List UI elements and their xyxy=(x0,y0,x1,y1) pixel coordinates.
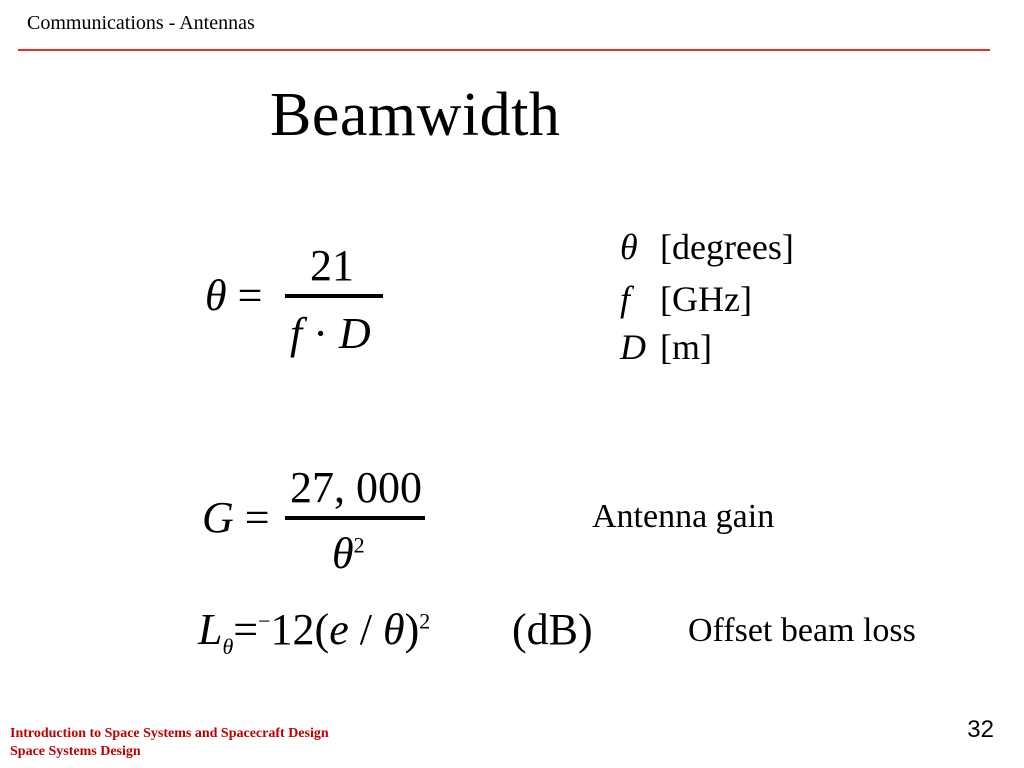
legend-item-theta xyxy=(620,226,794,268)
legend-unit: [m] xyxy=(660,327,712,367)
eq1-equals: = xyxy=(237,271,263,320)
eq1-den-dot: · xyxy=(313,309,328,358)
eq3-close: ) xyxy=(404,605,420,654)
eq3-minus: − xyxy=(258,608,271,634)
eq3-exp: 2 xyxy=(419,608,431,634)
legend-item-d xyxy=(620,326,712,368)
eq1-den-d: D xyxy=(338,309,371,358)
slide-title: Beamwidth xyxy=(270,81,561,149)
eq3-slash: / xyxy=(348,605,383,654)
eq2-denominator xyxy=(332,528,365,579)
eq1-lhs xyxy=(205,270,262,321)
eq1-lhs-var: θ xyxy=(205,271,227,320)
legend-symbol: D xyxy=(620,327,646,367)
footer-course-title: Introduction to Space Systems and Spacecraft Design xyxy=(10,726,329,741)
eq1-numerator: 21 xyxy=(310,241,354,290)
eq3-expression xyxy=(198,604,431,659)
eq2-lhs xyxy=(202,492,270,543)
eq2-fraction-bar xyxy=(285,516,425,520)
eq3-coef: 12( xyxy=(270,605,330,654)
eq1-fraction-bar xyxy=(285,294,383,298)
eq3-lhs-sub: θ xyxy=(222,634,234,659)
eq1-denominator xyxy=(290,308,371,359)
eq3-e: e xyxy=(329,605,349,654)
legend-symbol: f xyxy=(620,279,631,319)
eq2-lhs-var: G xyxy=(202,493,234,542)
legend-item-f xyxy=(620,278,752,320)
eq3-lhs-var: L xyxy=(198,605,223,654)
eq2-label: Antenna gain xyxy=(592,498,775,535)
eq2-equals: = xyxy=(244,493,270,542)
legend-symbol: θ xyxy=(620,227,638,267)
footer-subtitle: Space Systems Design xyxy=(10,744,141,759)
legend-unit: [degrees] xyxy=(660,227,794,267)
header-divider xyxy=(18,49,990,51)
eq3-unit: (dB) xyxy=(512,605,593,654)
eq3-equals: = xyxy=(233,605,259,654)
eq1-den-f: f xyxy=(290,309,303,358)
eq2-numerator: 27, 000 xyxy=(290,463,422,512)
legend-unit: [GHz] xyxy=(660,279,752,319)
eq3-theta: θ xyxy=(382,605,405,654)
eq2-den-exp: 2 xyxy=(353,532,365,558)
page-number: 32 xyxy=(967,716,994,743)
header-title: Communications - Antennas xyxy=(27,12,255,34)
eq3-label: Offset beam loss xyxy=(688,612,916,649)
eq2-den-var: θ xyxy=(332,529,354,578)
